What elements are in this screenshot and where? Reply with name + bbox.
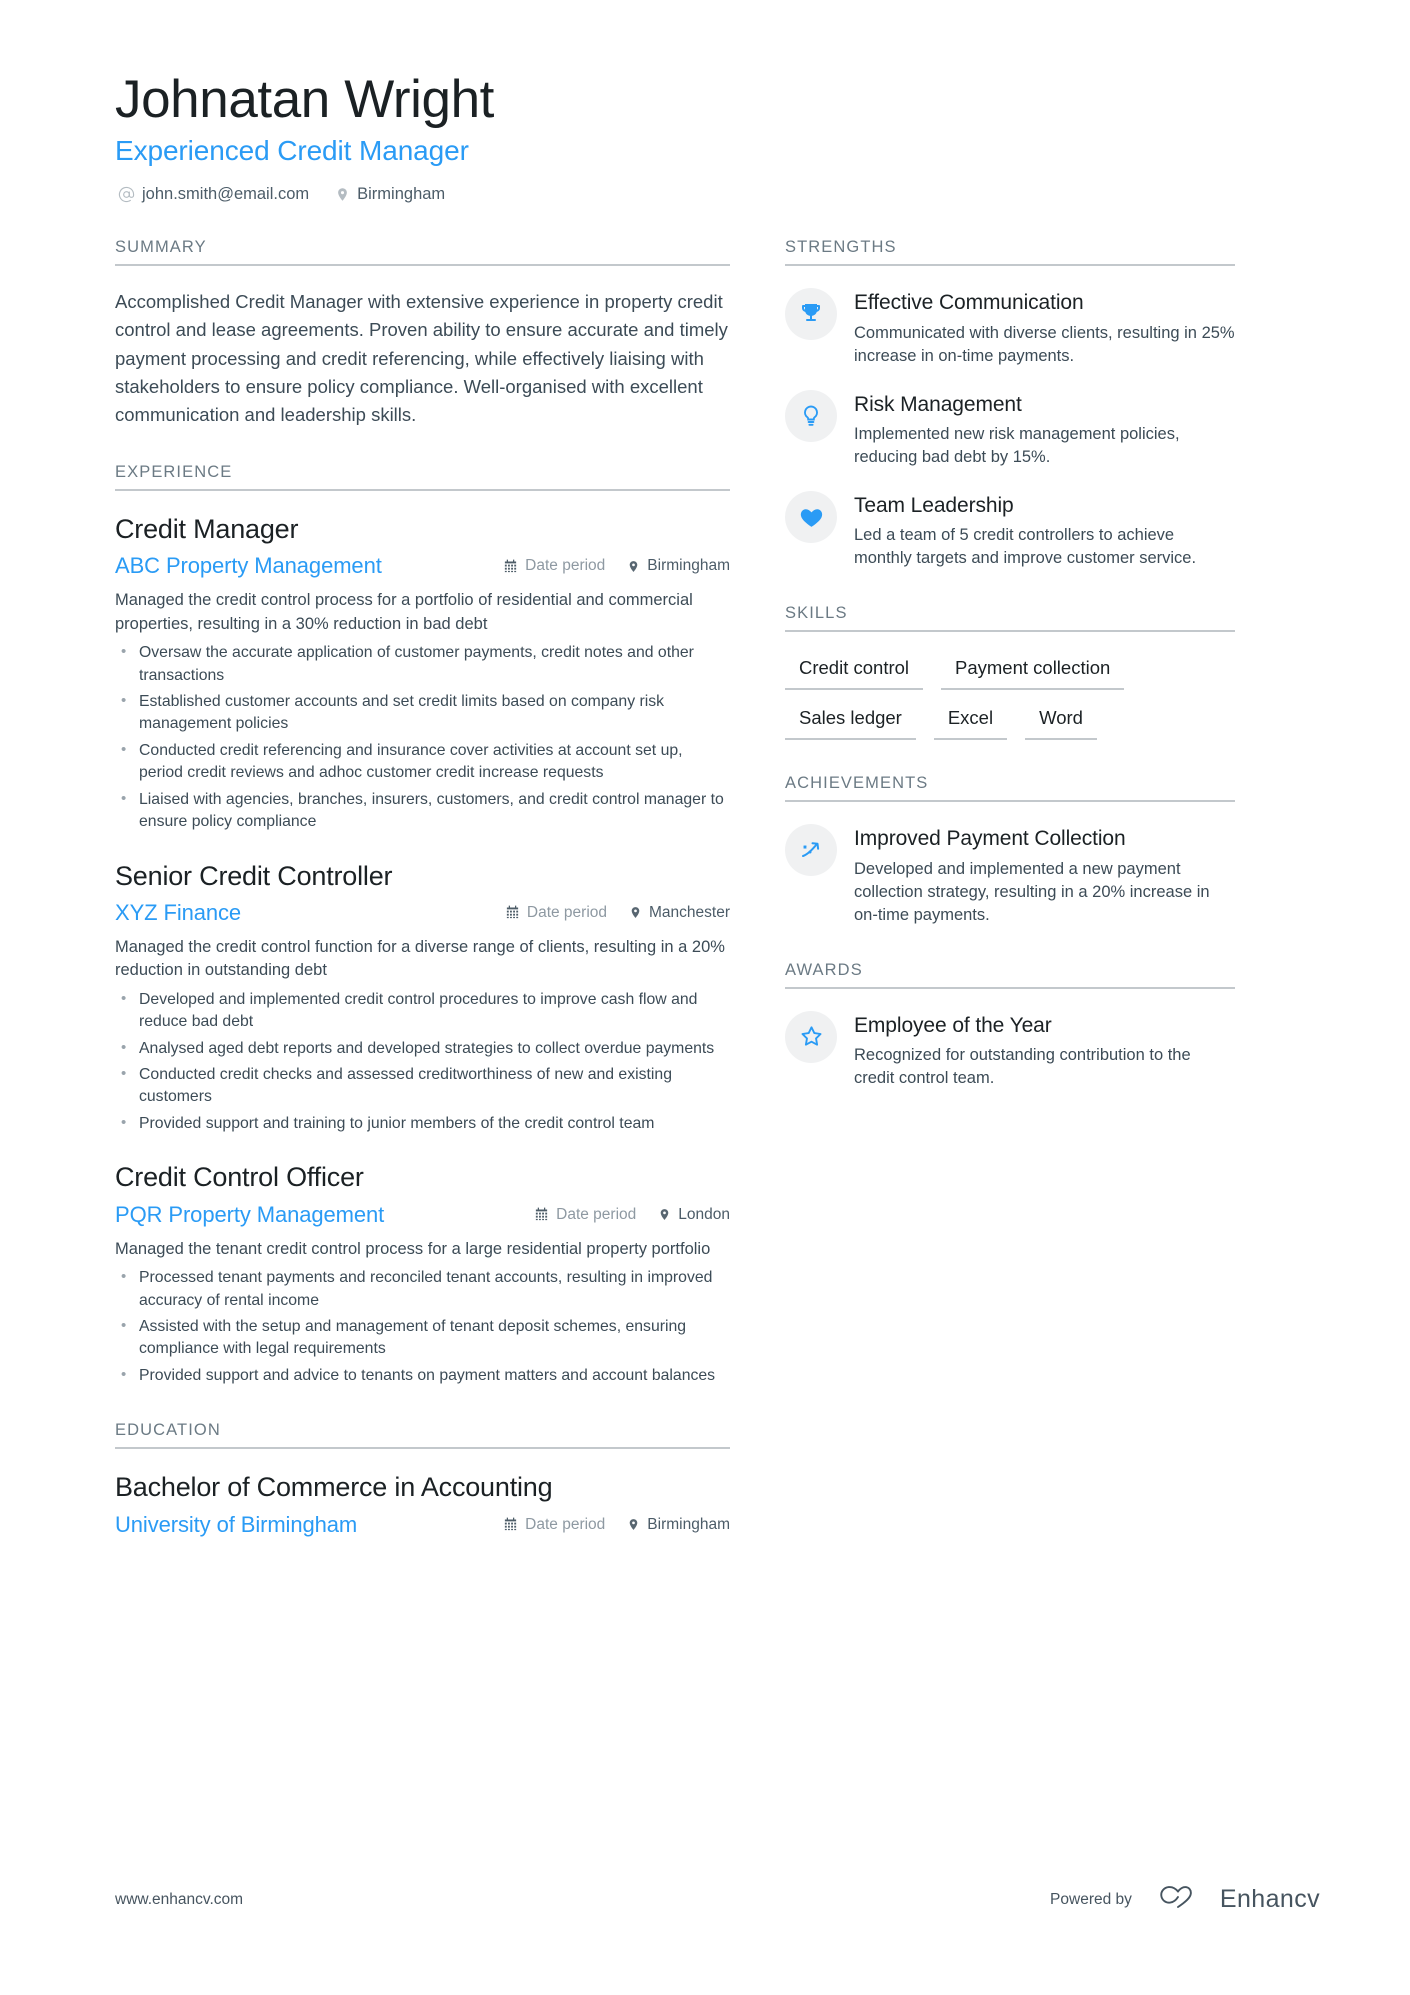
footer-url[interactable]: www.enhancv.com [115, 1890, 244, 1908]
strength-title: Risk Management [854, 392, 1022, 416]
job-title: Credit Control Officer [115, 1162, 364, 1193]
job-date-text: Date period [525, 557, 606, 575]
map-pin-icon [335, 186, 350, 203]
calendar-icon [503, 1517, 518, 1532]
strengths-heading: STRENGTHS [785, 238, 1235, 266]
calendar-icon [503, 559, 518, 574]
job-location [658, 1206, 730, 1224]
job-bullet: • Conducted credit referencing and insurance cover activities at account set up, period credit reviews and adhoc customer credit increase requests [115, 740, 730, 785]
achievement-body [854, 824, 1235, 926]
job-date [534, 1206, 636, 1224]
education-location-text: Birmingham [647, 1515, 730, 1533]
powered-by-label: Powered by [1050, 1890, 1132, 1908]
resume-header [115, 70, 1320, 204]
job-bullets [115, 642, 730, 833]
enhancv-brand-name: Enhancv [1219, 1885, 1320, 1913]
education-meta [115, 1512, 730, 1538]
job-meta [115, 1202, 730, 1228]
strength-item [785, 288, 1235, 367]
map-pin-icon [658, 1207, 671, 1222]
job-bullet: • Conducted credit checks and assessed creditworthiness of new and existing customers [115, 1064, 730, 1109]
skill-chip: Credit control [785, 654, 923, 690]
skill-chip: Excel [934, 704, 1007, 740]
strength-body [854, 491, 1235, 570]
skills-heading: SKILLS [785, 604, 1235, 632]
job-location-text: London [678, 1205, 730, 1223]
trending-up-icon [785, 824, 837, 876]
experience-entry [115, 1161, 730, 1387]
achievement-item [785, 824, 1235, 926]
education-entry [115, 1471, 730, 1537]
education-location [627, 1516, 730, 1534]
job-organization[interactable]: XYZ Finance [115, 899, 242, 925]
experience-entry [115, 860, 730, 1136]
strength-description: Implemented new risk management policies, reducing bad debt by 15%. [854, 424, 1180, 467]
skills-list [785, 654, 1235, 740]
job-bullet: • Provided support and training to junior members of the credit control team [115, 1113, 730, 1135]
candidate-title: Experienced Credit Manager [115, 135, 469, 167]
job-bullet: • Processed tenant payments and reconciled tenant accounts, resulting in improved accuracy of rental income [115, 1267, 730, 1312]
job-date-text: Date period [526, 903, 608, 921]
achievement-title: Improved Payment Collection [854, 827, 1126, 851]
job-bullet: • Provided support and advice to tenants on payment matters and account balances [115, 1365, 730, 1387]
job-organization[interactable]: PQR Property Management [115, 1201, 385, 1227]
at-icon [118, 186, 135, 203]
section-achievements [785, 774, 1235, 926]
skill-chip: Sales ledger [785, 704, 916, 740]
job-title: Credit Manager [115, 513, 299, 544]
star-icon [785, 1011, 837, 1063]
job-location [627, 557, 730, 575]
job-date-text: Date period [556, 1205, 637, 1223]
education-date [503, 1516, 605, 1534]
job-bullet: • Developed and implemented credit control procedures to improve cash flow and reduce bad debt [115, 989, 730, 1034]
strength-title: Team Leadership [854, 494, 1014, 518]
calendar-icon [505, 905, 520, 920]
job-bullet: • Analysed aged debt reports and developed strategies to collect overdue payments [115, 1038, 730, 1060]
strength-item [785, 491, 1235, 570]
job-bullet: • Established customer accounts and set credit limits based on company risk management policies [115, 691, 730, 736]
job-meta [115, 900, 730, 926]
contact-row [115, 185, 1320, 204]
contact-email-text: john.smith@email.com [142, 185, 310, 204]
job-meta [115, 553, 730, 579]
resume-footer [115, 1882, 1320, 1917]
contact-location [335, 185, 445, 204]
summary-heading: SUMMARY [115, 238, 730, 266]
section-strengths [785, 238, 1235, 570]
left-column [115, 238, 730, 1537]
job-organization[interactable]: ABC Property Management [115, 553, 382, 579]
strength-description: Led a team of 5 credit controllers to achieve monthly targets and improve customer service. [854, 526, 1197, 568]
award-item [785, 1011, 1235, 1090]
candidate-name: Johnatan Wright [115, 70, 494, 129]
enhancv-logo-icon [1154, 1882, 1206, 1917]
job-date [505, 904, 607, 922]
lightbulb-icon [785, 390, 837, 442]
map-pin-icon [629, 905, 642, 920]
heart-icon [785, 491, 837, 543]
section-experience [115, 463, 730, 1387]
job-bullet: • Assisted with the setup and management of tenant deposit schemes, ensuring compliance with legal requirements [115, 1316, 730, 1361]
strength-body [854, 390, 1235, 469]
education-date-text: Date period [525, 1515, 606, 1533]
experience-entry [115, 513, 730, 834]
footer-branding [1050, 1882, 1320, 1917]
contact-email[interactable] [118, 185, 309, 204]
achievements-heading: ACHIEVEMENTS [785, 774, 1235, 802]
contact-location-text: Birmingham [357, 185, 446, 204]
strength-title: Effective Communication [854, 291, 1084, 315]
job-bullet: • Liaised with agencies, branches, insurers, customers, and credit control manager to ensure policy compliance [115, 789, 730, 834]
right-column [785, 238, 1235, 1537]
achievement-description: Developed and implemented a new payment collection strategy, resulting in a 20% increase in on-time payments. [854, 859, 1210, 924]
education-heading: EDUCATION [115, 1421, 730, 1449]
resume-body [115, 238, 1320, 1537]
job-bullets [115, 1267, 730, 1387]
job-location-text: Manchester [649, 903, 730, 921]
job-description: Managed the tenant credit control process for a large residential property portfolio [115, 1239, 711, 1258]
section-skills [785, 604, 1235, 740]
map-pin-icon [627, 1517, 640, 1532]
award-description: Recognized for outstanding contribution to the credit control team. [854, 1046, 1191, 1088]
awards-heading: AWARDS [785, 961, 1235, 989]
enhancv-brand [1154, 1882, 1320, 1917]
award-body [854, 1011, 1235, 1090]
section-awards [785, 961, 1235, 1090]
school-name[interactable]: University of Birmingham [115, 1511, 358, 1537]
job-bullet: • Oversaw the accurate application of customer payments, credit notes and other transactions [115, 642, 730, 687]
skill-chip: Word [1025, 704, 1097, 740]
section-education [115, 1421, 730, 1537]
experience-heading: EXPERIENCE [115, 463, 730, 491]
section-summary [115, 238, 730, 429]
skill-chip: Payment collection [941, 654, 1124, 690]
degree-title: Bachelor of Commerce in Accounting [115, 1472, 553, 1503]
job-location-text: Birmingham [647, 557, 730, 575]
job-bullets [115, 989, 730, 1136]
job-location [629, 904, 730, 922]
award-title: Employee of the Year [854, 1013, 1052, 1037]
job-date [503, 557, 605, 575]
job-description: Managed the credit control process for a portfolio of residential and commercial properties, resulting in a 30% reduction in bad debt [115, 591, 693, 633]
summary-text: Accomplished Credit Manager with extensive experience in property credit control and lease agreements. Proven ability to ensure accurate and timely payment processing and credit referencing, while effectively liaising with stakeholders to ensure policy compliance. Well-organised with excellent communication and leadership skills. [115, 291, 728, 425]
job-description: Managed the credit control function for a diverse range of clients, resulting in a 20% reduction in outstanding debt [115, 937, 725, 980]
job-title: Senior Credit Controller [115, 860, 393, 891]
strength-item [785, 390, 1235, 469]
trophy-icon [785, 288, 837, 340]
strength-description: Communicated with diverse clients, resulting in 25% increase in on-time payments. [854, 323, 1235, 365]
strength-body [854, 288, 1235, 367]
calendar-icon [534, 1207, 549, 1222]
map-pin-icon [627, 559, 640, 574]
